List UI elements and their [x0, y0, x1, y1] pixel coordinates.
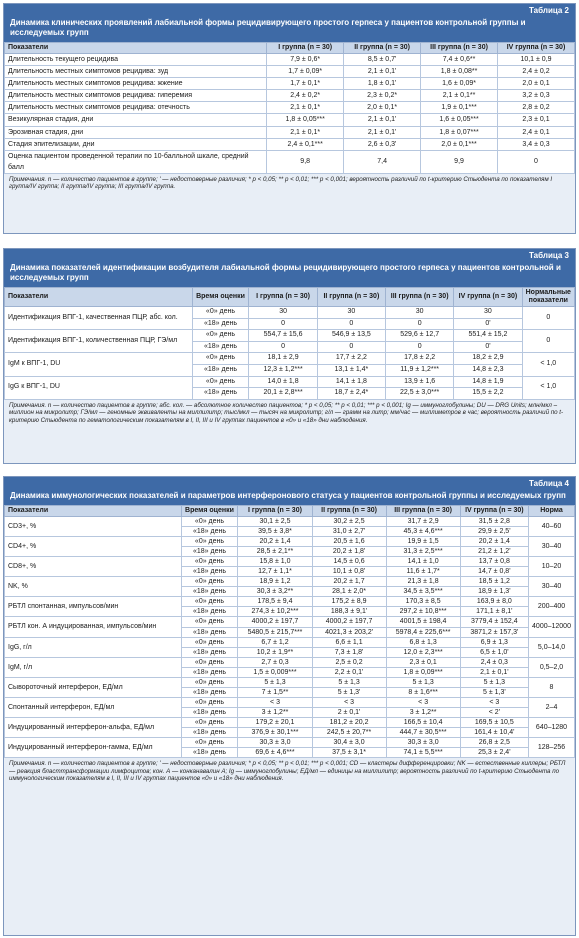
cell-value: 3 ± 1,2**	[386, 707, 460, 717]
cell-value: 0	[249, 341, 317, 353]
norm-value: 0	[522, 330, 574, 353]
cell-value: 30,3 ± 3,2**	[238, 587, 312, 597]
cell-value: 18,9 ± 1,3'	[460, 587, 528, 597]
day-label: «18» день	[181, 687, 238, 697]
day-label: «0» день	[181, 717, 238, 727]
cell-value: 7,4 ± 0,6**	[421, 54, 498, 66]
cell-value: 179,2 ± 20,1	[238, 717, 312, 727]
cell-value: 0	[317, 341, 385, 353]
column-header: II группа (n = 30)	[344, 43, 421, 54]
cell-value: 2,1 ± 0,1*	[267, 102, 344, 114]
day-label: «0» день	[192, 353, 249, 365]
cell-value: 14,7 ± 0,8'	[460, 567, 528, 577]
cell-value: 4000,2 ± 197,7	[312, 617, 386, 627]
cell-value: 1,6 ± 0,09*	[421, 78, 498, 90]
cell-value: 0'	[454, 341, 522, 353]
cell-value: 7 ± 1,5**	[238, 687, 312, 697]
cell-value: 12,0 ± 2,3***	[386, 647, 460, 657]
day-label: «0» день	[192, 330, 249, 342]
day-label: «18» день	[181, 527, 238, 537]
cell-value: < 2'	[460, 707, 528, 717]
cell-value: 242,5 ± 20,7**	[312, 727, 386, 737]
norm-value: 40–60	[529, 517, 575, 537]
row-label: Стадия эпителизации, дни	[5, 138, 267, 150]
norm-value: 30–40	[529, 537, 575, 557]
cell-value: 30,1 ± 2,5	[238, 517, 312, 527]
column-header: I группа (n = 30)	[249, 288, 317, 307]
cell-value: 166,5 ± 10,4	[386, 717, 460, 727]
cell-value: 21,2 ± 1,2'	[460, 547, 528, 557]
table-row	[5, 54, 575, 66]
cell-value: 18,1 ± 2,9	[249, 353, 317, 365]
table-2	[4, 42, 575, 174]
cell-value: 30	[249, 307, 317, 319]
cell-value: 444,7 ± 30,5***	[386, 727, 460, 737]
table-note: Примечания. n — количество пациентов в группе; ' — недостоверные различия; * p < 0,05; ** p < 0,01; *** p < 0,001; вероятность различий по t-критерию Стьюдента по показателям I группа/IV группа; II группа/IV группа; III группа/IV группа.	[4, 174, 575, 193]
cell-value: 2,4 ± 0,2	[498, 66, 575, 78]
cell-value: 30	[317, 307, 385, 319]
cell-value: 2,4 ± 0,3	[460, 657, 528, 667]
cell-value: 2,3 ± 0,1	[498, 114, 575, 126]
table-row	[5, 557, 575, 567]
cell-value: 175,2 ± 8,9	[312, 597, 386, 607]
table-row	[5, 126, 575, 138]
day-label: «18» день	[181, 727, 238, 737]
column-header: III группа (n = 30)	[386, 506, 460, 517]
cell-value: 6,9 ± 1,3	[460, 637, 528, 647]
cell-value: 25,3 ± 2,4'	[460, 748, 528, 758]
cell-value: 4001,5 ± 198,4	[386, 617, 460, 627]
table-row	[5, 717, 575, 727]
cell-value: 20,1 ± 2,8***	[249, 388, 317, 400]
table-row	[5, 150, 575, 173]
norm-value: 30–40	[529, 577, 575, 597]
cell-value: 30,4 ± 3,0	[312, 738, 386, 748]
row-label: Длительность местных симптомов рецидива: гиперемия	[5, 90, 267, 102]
cell-value: 12,7 ± 1,1*	[238, 567, 312, 577]
day-label: «18» день	[181, 748, 238, 758]
table-title: Динамика иммунологических показателей и параметров интерферонового статуса у пациентов контрольной группы и исследуемых групп	[4, 491, 575, 505]
cell-value: 297,2 ± 10,8***	[386, 607, 460, 617]
cell-value: 1,8 ± 0,05***	[267, 114, 344, 126]
cell-value: 22,5 ± 3,0***	[386, 388, 454, 400]
cell-value: 17,7 ± 2,2	[317, 353, 385, 365]
cell-value: 5480,5 ± 215,7***	[238, 627, 312, 637]
table-row	[5, 517, 575, 527]
cell-value: 0	[386, 341, 454, 353]
cell-value: 45,3 ± 4,6***	[386, 527, 460, 537]
table-title: Динамика показателей идентификации возбудителя лабиальной формы рецидивирующего простого герпеса у пациентов контрольной и исследуемых групп	[4, 263, 575, 287]
table-row	[5, 114, 575, 126]
column-header: Нормальные показатели	[522, 288, 574, 307]
cell-value: 7,4	[344, 150, 421, 173]
table-row	[5, 353, 575, 365]
cell-value: 9,9	[421, 150, 498, 173]
cell-value: 31,0 ± 2,7'	[312, 527, 386, 537]
cell-value: 30	[454, 307, 522, 319]
cell-value: 0'	[454, 318, 522, 330]
cell-value: 20,2 ± 1,8'	[312, 547, 386, 557]
day-label: «18» день	[192, 341, 249, 353]
column-header: I группа (n = 30)	[238, 506, 312, 517]
column-header: Показатели	[5, 288, 193, 307]
cell-value: 3,4 ± 0,3	[498, 138, 575, 150]
cell-value: 6,5 ± 1,0'	[460, 647, 528, 657]
norm-value: 8	[529, 677, 575, 697]
day-label: «18» день	[181, 547, 238, 557]
row-label: Сывороточный интерферон, ЕД/мл	[5, 677, 182, 697]
column-header: Показатели	[5, 506, 182, 517]
day-label: «0» день	[181, 637, 238, 647]
cell-value: 7,9 ± 0,6*	[267, 54, 344, 66]
cell-value: 376,9 ± 30,1***	[238, 727, 312, 737]
cell-value: 7,3 ± 1,8'	[312, 647, 386, 657]
row-label: Везикулярная стадия, дни	[5, 114, 267, 126]
cell-value: 6,7 ± 1,2	[238, 637, 312, 647]
row-label: IgG, г/л	[5, 637, 182, 657]
cell-value: 2,0 ± 0,1	[498, 78, 575, 90]
cell-value: 31,7 ± 2,9	[386, 517, 460, 527]
row-label: Длительность местных симптомов рецидива: зуд	[5, 66, 267, 78]
table-row	[5, 577, 575, 587]
cell-value: 30	[386, 307, 454, 319]
table-row	[5, 537, 575, 547]
cell-value: 39,5 ± 3,8*	[238, 527, 312, 537]
cell-value: 2,7 ± 0,3	[238, 657, 312, 667]
table-row	[5, 102, 575, 114]
table-3	[4, 287, 575, 400]
column-header: Время оценки	[192, 288, 249, 307]
norm-value: 5,0–14,0	[529, 637, 575, 657]
column-header: Время оценки	[181, 506, 238, 517]
day-label: «0» день	[192, 376, 249, 388]
row-label: CD3+, %	[5, 517, 182, 537]
cell-value: < 3	[386, 697, 460, 707]
row-label: IgM к ВПГ-1, DU	[5, 353, 193, 376]
table-number: Таблица 4	[4, 477, 575, 491]
cell-value: 2,3 ± 0,1	[386, 657, 460, 667]
cell-value: 551,4 ± 15,2	[454, 330, 522, 342]
cell-value: 19,9 ± 1,5	[386, 537, 460, 547]
row-label: Эрозивная стадия, дни	[5, 126, 267, 138]
norm-value: 128–256	[529, 738, 575, 758]
cell-value: 2,1 ± 0,1'	[460, 667, 528, 677]
table-3-block	[3, 248, 576, 464]
row-label: Индуцированный интерферон-гамма, ЕД/мл	[5, 738, 182, 758]
cell-value: 31,3 ± 2,5***	[386, 547, 460, 557]
table-note: Примечания. n — количество пациентов в группе; абс. кол. — абсолютное количество пациентов; * p < 0,05; ** p < 0,01; *** p < 0,001; Ig — иммуноглобулины; DU — DRG Units; млн/мкл – миллион на микролитр; ГЭ/мл — геномные эквиваленты на миллилитр; тыс/мкл — тысяч на микролитр; г/л — грамм на литр; мм/час — миллиметров в час; вероятность различий по t-критерию Стьюдента по гематологическим показателям в I, II, III и IV группах пациентов в «0» и «18» дни наблюдения.	[4, 400, 575, 426]
table-row	[5, 677, 575, 687]
cell-value: 1,8 ± 0,1'	[344, 78, 421, 90]
cell-value: 26,8 ± 2,5	[460, 738, 528, 748]
row-label: РБТЛ спонтанная, импульсов/мин	[5, 597, 182, 617]
table-row	[5, 66, 575, 78]
cell-value: 20,2 ± 1,4	[238, 537, 312, 547]
cell-value: 14,0 ± 1,8	[249, 376, 317, 388]
cell-value: 18,7 ± 2,4*	[317, 388, 385, 400]
cell-value: 14,5 ± 0,6	[312, 557, 386, 567]
cell-value: 13,9 ± 1,6	[386, 376, 454, 388]
table-row	[5, 90, 575, 102]
cell-value: 8 ± 1,6***	[386, 687, 460, 697]
column-header: IV группа (n = 30)	[498, 43, 575, 54]
cell-value: 10,2 ± 1,9**	[238, 647, 312, 657]
norm-value: 2–4	[529, 697, 575, 717]
cell-value: < 3	[460, 697, 528, 707]
cell-value: 6,6 ± 1,1	[312, 637, 386, 647]
cell-value: 18,5 ± 1,2	[460, 577, 528, 587]
cell-value: 0	[249, 318, 317, 330]
row-label: NK, %	[5, 577, 182, 597]
cell-value: 2,0 ± 0,1***	[421, 138, 498, 150]
day-label: «0» день	[181, 677, 238, 687]
cell-value: 20,5 ± 1,6	[312, 537, 386, 547]
cell-value: 5 ± 1,3'	[460, 687, 528, 697]
cell-value: 4000,2 ± 197,7	[238, 617, 312, 627]
cell-value: 5978,4 ± 225,6***	[386, 627, 460, 637]
cell-value: 1,5 ± 0,009***	[238, 667, 312, 677]
cell-value: 529,6 ± 12,7	[386, 330, 454, 342]
cell-value: 28,1 ± 2,0*	[312, 587, 386, 597]
cell-value: 11,9 ± 1,2***	[386, 364, 454, 376]
cell-value: 2,1 ± 0,1'	[344, 66, 421, 78]
cell-value: 10,1 ± 0,8'	[312, 567, 386, 577]
cell-value: 3 ± 1,2**	[238, 707, 312, 717]
cell-value: 14,8 ± 1,9	[454, 376, 522, 388]
cell-value: 170,3 ± 8,5	[386, 597, 460, 607]
table-title: Динамика клинических проявлений лабиальной формы рецидивирующего простого герпеса у пациентов контрольной группы и исследуемых групп	[4, 18, 575, 42]
cell-value: 0	[386, 318, 454, 330]
cell-value: 5 ± 1,3'	[312, 687, 386, 697]
cell-value: 163,9 ± 8,0	[460, 597, 528, 607]
cell-value: 14,1 ± 1,8	[317, 376, 385, 388]
cell-value: 21,3 ± 1,8	[386, 577, 460, 587]
day-label: «0» день	[181, 577, 238, 587]
cell-value: 546,9 ± 13,5	[317, 330, 385, 342]
cell-value: 1,7 ± 0,1*	[267, 78, 344, 90]
cell-value: 178,5 ± 9,4	[238, 597, 312, 607]
cell-value: 188,3 ± 9,1'	[312, 607, 386, 617]
table-number: Таблица 2	[4, 4, 575, 18]
cell-value: 10,1 ± 0,9	[498, 54, 575, 66]
cell-value: 161,4 ± 10,4'	[460, 727, 528, 737]
cell-value: 14,8 ± 2,3	[454, 364, 522, 376]
cell-value: 5 ± 1,3	[460, 677, 528, 687]
table-row	[5, 597, 575, 607]
cell-value: 2,4 ± 0,1***	[267, 138, 344, 150]
norm-value: 200–400	[529, 597, 575, 617]
cell-value: 8,5 ± 0,7'	[344, 54, 421, 66]
cell-value: 17,8 ± 2,2	[386, 353, 454, 365]
day-label: «0» день	[192, 307, 249, 319]
cell-value: 20,2 ± 1,7	[312, 577, 386, 587]
cell-value: 28,5 ± 2,1**	[238, 547, 312, 557]
day-label: «0» день	[181, 597, 238, 607]
norm-value: < 1,0	[522, 353, 574, 376]
column-header: I группа (n = 30)	[267, 43, 344, 54]
table-4	[4, 505, 575, 758]
table-4-block	[3, 476, 576, 936]
norm-value: 10–20	[529, 557, 575, 577]
cell-value: 30,3 ± 3,0	[238, 738, 312, 748]
cell-value: 30,2 ± 2,5	[312, 517, 386, 527]
row-label: CD4+, %	[5, 537, 182, 557]
row-label: Идентификация ВПГ-1, количественная ПЦР, ГЭ/мл	[5, 330, 193, 353]
cell-value: 5 ± 1,3	[238, 677, 312, 687]
row-label: CD8+, %	[5, 557, 182, 577]
cell-value: 274,3 ± 10,2***	[238, 607, 312, 617]
day-label: «18» день	[181, 567, 238, 577]
cell-value: 4021,3 ± 203,2'	[312, 627, 386, 637]
day-label: «18» день	[181, 647, 238, 657]
cell-value: 2,1 ± 0,1**	[421, 90, 498, 102]
day-label: «18» день	[192, 388, 249, 400]
day-label: «0» день	[181, 697, 238, 707]
cell-value: 171,1 ± 8,1'	[460, 607, 528, 617]
cell-value: 2 ± 0,1'	[312, 707, 386, 717]
day-label: «18» день	[181, 627, 238, 637]
cell-value: 11,6 ± 1,7*	[386, 567, 460, 577]
cell-value: 2,1 ± 0,1*	[267, 126, 344, 138]
cell-value: < 3	[312, 697, 386, 707]
column-header: IV группа (n = 30)	[454, 288, 522, 307]
cell-value: < 3	[238, 697, 312, 707]
cell-value: 554,7 ± 15,6	[249, 330, 317, 342]
cell-value: 0	[317, 318, 385, 330]
column-header: Норма	[529, 506, 575, 517]
cell-value: 1,8 ± 0,07***	[421, 126, 498, 138]
table-row	[5, 617, 575, 627]
norm-value: 640–1280	[529, 717, 575, 737]
norm-value: 0	[522, 307, 574, 330]
cell-value: 15,5 ± 2,2	[454, 388, 522, 400]
day-label: «0» день	[181, 617, 238, 627]
cell-value: 29,9 ± 2,5'	[460, 527, 528, 537]
cell-value: 1,6 ± 0,05***	[421, 114, 498, 126]
column-header: III группа (n = 30)	[386, 288, 454, 307]
row-label: Индуцированный интерферон-альфа, ЕД/мл	[5, 717, 182, 737]
day-label: «0» день	[181, 557, 238, 567]
table-row	[5, 307, 575, 319]
column-header: IV группа (n = 30)	[460, 506, 528, 517]
day-label: «18» день	[181, 707, 238, 717]
cell-value: 13,7 ± 0,8	[460, 557, 528, 567]
cell-value: 18,9 ± 1,2	[238, 577, 312, 587]
table-row	[5, 330, 575, 342]
cell-value: 5 ± 1,3	[312, 677, 386, 687]
cell-value: 2,8 ± 0,2	[498, 102, 575, 114]
day-label: «18» день	[192, 318, 249, 330]
row-label: Длительность местных симптомов рецидива: отечность	[5, 102, 267, 114]
row-label: РБТЛ кон. А индуцированная, импульсов/мин	[5, 617, 182, 637]
cell-value: 2,1 ± 0,1'	[344, 114, 421, 126]
norm-value: 4000–12000	[529, 617, 575, 637]
cell-value: 3779,4 ± 152,4	[460, 617, 528, 627]
column-header: II группа (n = 30)	[312, 506, 386, 517]
cell-value: 3871,2 ± 157,3'	[460, 627, 528, 637]
table-note: Примечания. n — количество пациентов в группе; ' — недостоверные различия; * p < 0,05; ** p < 0,01; *** p < 0,001; CD — кластеры дифференцировки; NK — естественные киллеры; РБТЛ — реакция бласттрансформации лимфоцитов; кон. А — конканавалин А; Ig — иммуноглобулины; ЕД/мл — единицы на миллилитр; вероятность различий по t-критерию Стьюдента по иммунологическим показателям в I, II, III и IV группах пациентов «0» и «18» дни наблюдения.	[4, 758, 575, 784]
day-label: «18» день	[181, 587, 238, 597]
cell-value: 2,3 ± 0,2*	[344, 90, 421, 102]
cell-value: 169,5 ± 10,5	[460, 717, 528, 727]
table-row	[5, 697, 575, 707]
cell-value: 37,5 ± 3,1*	[312, 748, 386, 758]
cell-value: 1,8 ± 0,08**	[421, 66, 498, 78]
norm-value: < 1,0	[522, 376, 574, 399]
row-label: Спонтанный интерферон, ЕД/мл	[5, 697, 182, 717]
table-number: Таблица 3	[4, 249, 575, 263]
cell-value: 2,5 ± 0,2	[312, 657, 386, 667]
cell-value: 2,1 ± 0,1'	[344, 126, 421, 138]
cell-value: 6,8 ± 1,3	[386, 637, 460, 647]
cell-value: 5 ± 1,3	[386, 677, 460, 687]
column-header: II группа (n = 30)	[317, 288, 385, 307]
cell-value: 12,3 ± 1,2***	[249, 364, 317, 376]
column-header: Показатели	[5, 43, 267, 54]
cell-value: 1,7 ± 0,09*	[267, 66, 344, 78]
cell-value: 2,4 ± 0,1	[498, 126, 575, 138]
cell-value: 1,8 ± 0,09***	[386, 667, 460, 677]
cell-value: 0	[498, 150, 575, 173]
cell-value: 13,1 ± 1,4*	[317, 364, 385, 376]
day-label: «18» день	[181, 667, 238, 677]
table-row	[5, 376, 575, 388]
cell-value: 15,8 ± 1,0	[238, 557, 312, 567]
row-label: IgM, г/л	[5, 657, 182, 677]
cell-value: 30,3 ± 3,0	[386, 738, 460, 748]
column-header: III группа (n = 30)	[421, 43, 498, 54]
table-row	[5, 78, 575, 90]
row-label: Длительность местных симптомов рецидива: жжение	[5, 78, 267, 90]
cell-value: 2,0 ± 0,1*	[344, 102, 421, 114]
table-row	[5, 138, 575, 150]
norm-value: 0,5–2,0	[529, 657, 575, 677]
table-row	[5, 657, 575, 667]
cell-value: 20,2 ± 1,4	[460, 537, 528, 547]
cell-value: 69,6 ± 4,6***	[238, 748, 312, 758]
cell-value: 1,9 ± 0,1***	[421, 102, 498, 114]
row-label: Длительность текущего рецидива	[5, 54, 267, 66]
cell-value: 3,2 ± 0,3	[498, 90, 575, 102]
table-row	[5, 637, 575, 647]
cell-value: 34,5 ± 3,5***	[386, 587, 460, 597]
cell-value: 31,5 ± 2,8	[460, 517, 528, 527]
cell-value: 181,2 ± 20,2	[312, 717, 386, 727]
cell-value: 74,1 ± 5,5***	[386, 748, 460, 758]
day-label: «0» день	[181, 738, 238, 748]
cell-value: 2,6 ± 0,3'	[344, 138, 421, 150]
cell-value: 2,4 ± 0,2*	[267, 90, 344, 102]
table-row	[5, 738, 575, 748]
cell-value: 18,2 ± 2,9	[454, 353, 522, 365]
row-label: Оценка пациентом проведенной терапии по 10-балльной шкале, средний балл	[5, 150, 267, 173]
day-label: «0» день	[181, 537, 238, 547]
day-label: «18» день	[192, 364, 249, 376]
day-label: «0» день	[181, 517, 238, 527]
cell-value: 2,2 ± 0,1'	[312, 667, 386, 677]
day-label: «18» день	[181, 607, 238, 617]
day-label: «0» день	[181, 657, 238, 667]
cell-value: 9,8	[267, 150, 344, 173]
table-2-block	[3, 3, 576, 234]
row-label: IgG к ВПГ-1, DU	[5, 376, 193, 399]
cell-value: 14,1 ± 1,0	[386, 557, 460, 567]
row-label: Идентификация ВПГ-1, качественная ПЦР, абс. кол.	[5, 307, 193, 330]
